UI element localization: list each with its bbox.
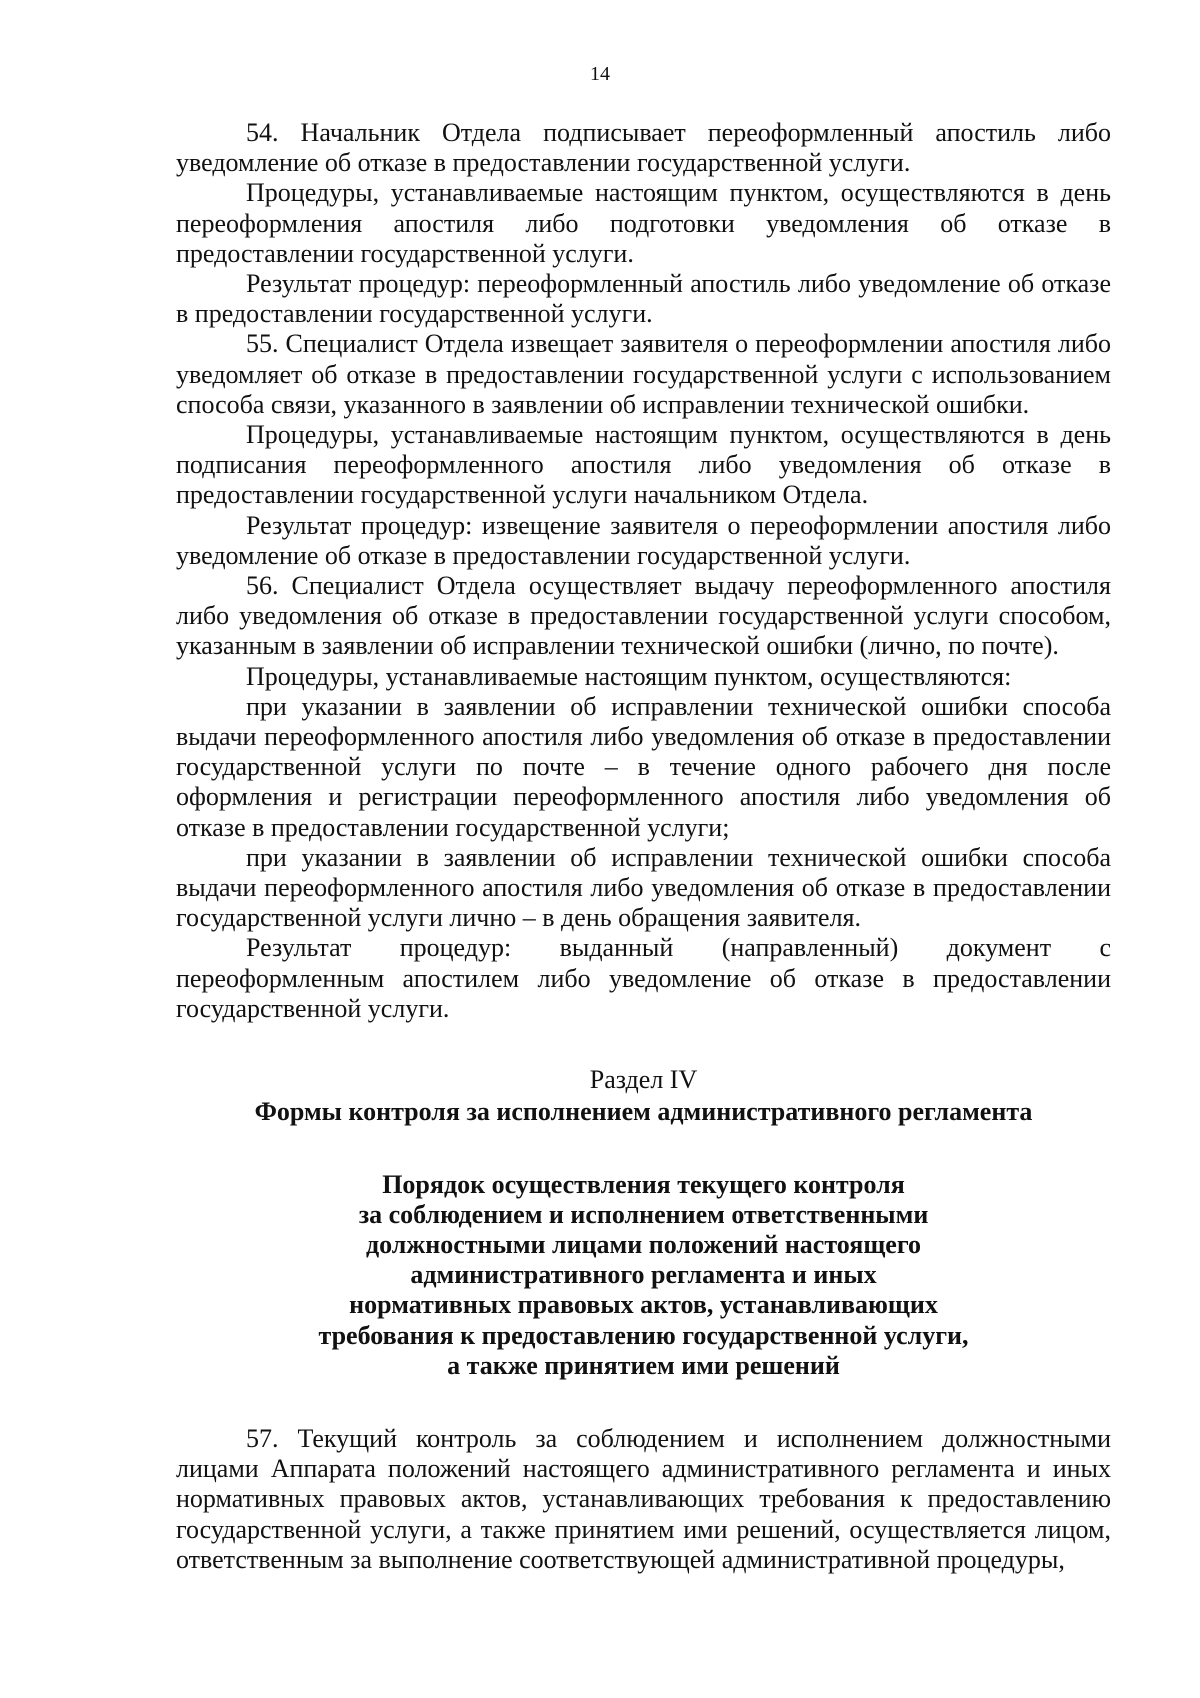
paragraph-55-result: Результат процедур: извещение заявителя о переоформлении апостиля либо уведомление об отказе в предоставлении государственной услуги.	[176, 510, 1111, 570]
section-heading: Формы контроля за исполнением административного регламента	[254, 1097, 1033, 1127]
subheading-line: Порядок осуществления текущего контроля	[382, 1169, 905, 1199]
subheading-line: нормативных правовых актов, устанавливающих	[349, 1290, 938, 1320]
section-label: Раздел IV	[589, 1065, 698, 1095]
subheading-line: должностными лицами положений настоящего	[366, 1229, 921, 1259]
document-body	[176, 118, 1111, 1575]
paragraph-55: 55. Специалист Отдела извещает заявителя о переоформлении апостиля либо уведомляет об отказе в предоставлении государственной услуги с использованием способа связи, указанного в заявлении об исправлении технической ошибки.	[176, 329, 1111, 419]
subheading	[176, 1170, 1111, 1381]
subheading-line: за соблюдением и исполнением ответственными	[358, 1199, 929, 1229]
paragraph-56-by-mail: при указании в заявлении об исправлении технической ошибки способа выдачи переоформленного апостиля либо уведомления об отказе в предоставлении государственной услуги по почте – в течение одного рабочего дня после оформления и регистрации переоформленного апостиля либо уведомления об отказе в предоставлении государственной услуги;	[176, 691, 1111, 842]
paragraph-56: 56. Специалист Отдела осуществляет выдачу переоформленного апостиля либо уведомления об отказе в предоставлении государственной услуги способом, указанным в заявлении об исправлении технической ошибки (лично, по почте).	[176, 571, 1111, 661]
subheading-line: требования к предоставлению государственной услуги,	[318, 1320, 969, 1350]
subheading-line: административного регламента и иных	[410, 1260, 877, 1290]
subheading-line: а также принятием ими решений	[447, 1350, 840, 1380]
paragraph-54-result: Результат процедур: переоформленный апостиль либо уведомление об отказе в предоставлении государственной услуги.	[176, 269, 1111, 329]
paragraph-55-procedures: Процедуры, устанавливаемые настоящим пунктом, осуществляются в день подписания переоформленного апостиля либо уведомления об отказе в предоставлении государственной услуги начальником Отдела.	[176, 420, 1111, 510]
paragraph-54-procedures: Процедуры, устанавливаемые настоящим пунктом, осуществляются в день переоформления апостиля либо подготовки уведомления об отказе в предоставлении государственной услуги.	[176, 178, 1111, 268]
paragraph-57: 57. Текущий контроль за соблюдением и исполнением должностными лицами Аппарата положений настоящего административного регламента и иных нормативных правовых актов, устанавливающих требования к предоставлению государственной услуги, а также принятием ими решений, осуществляется лицом, ответственным за выполнение соответствующей административной процедуры,	[176, 1423, 1111, 1574]
paragraph-56-result: Результат процедур: выданный (направленный) документ с переоформленным апостилем либо уведомление об отказе в предоставлении государственной услуги.	[176, 933, 1111, 1023]
paragraph-54: 54. Начальник Отдела подписывает переоформленный апостиль либо уведомление об отказе в предоставлении государственной услуги.	[176, 118, 1111, 178]
page-number: 14	[590, 63, 610, 85]
paragraph-56-procedures: Процедуры, устанавливаемые настоящим пунктом, осуществляются:	[246, 661, 1012, 691]
paragraph-56-in-person: при указании в заявлении об исправлении технической ошибки способа выдачи переоформленного апостиля либо уведомления об отказе в предоставлении государственной услуги лично – в день обращения заявителя.	[176, 842, 1111, 933]
